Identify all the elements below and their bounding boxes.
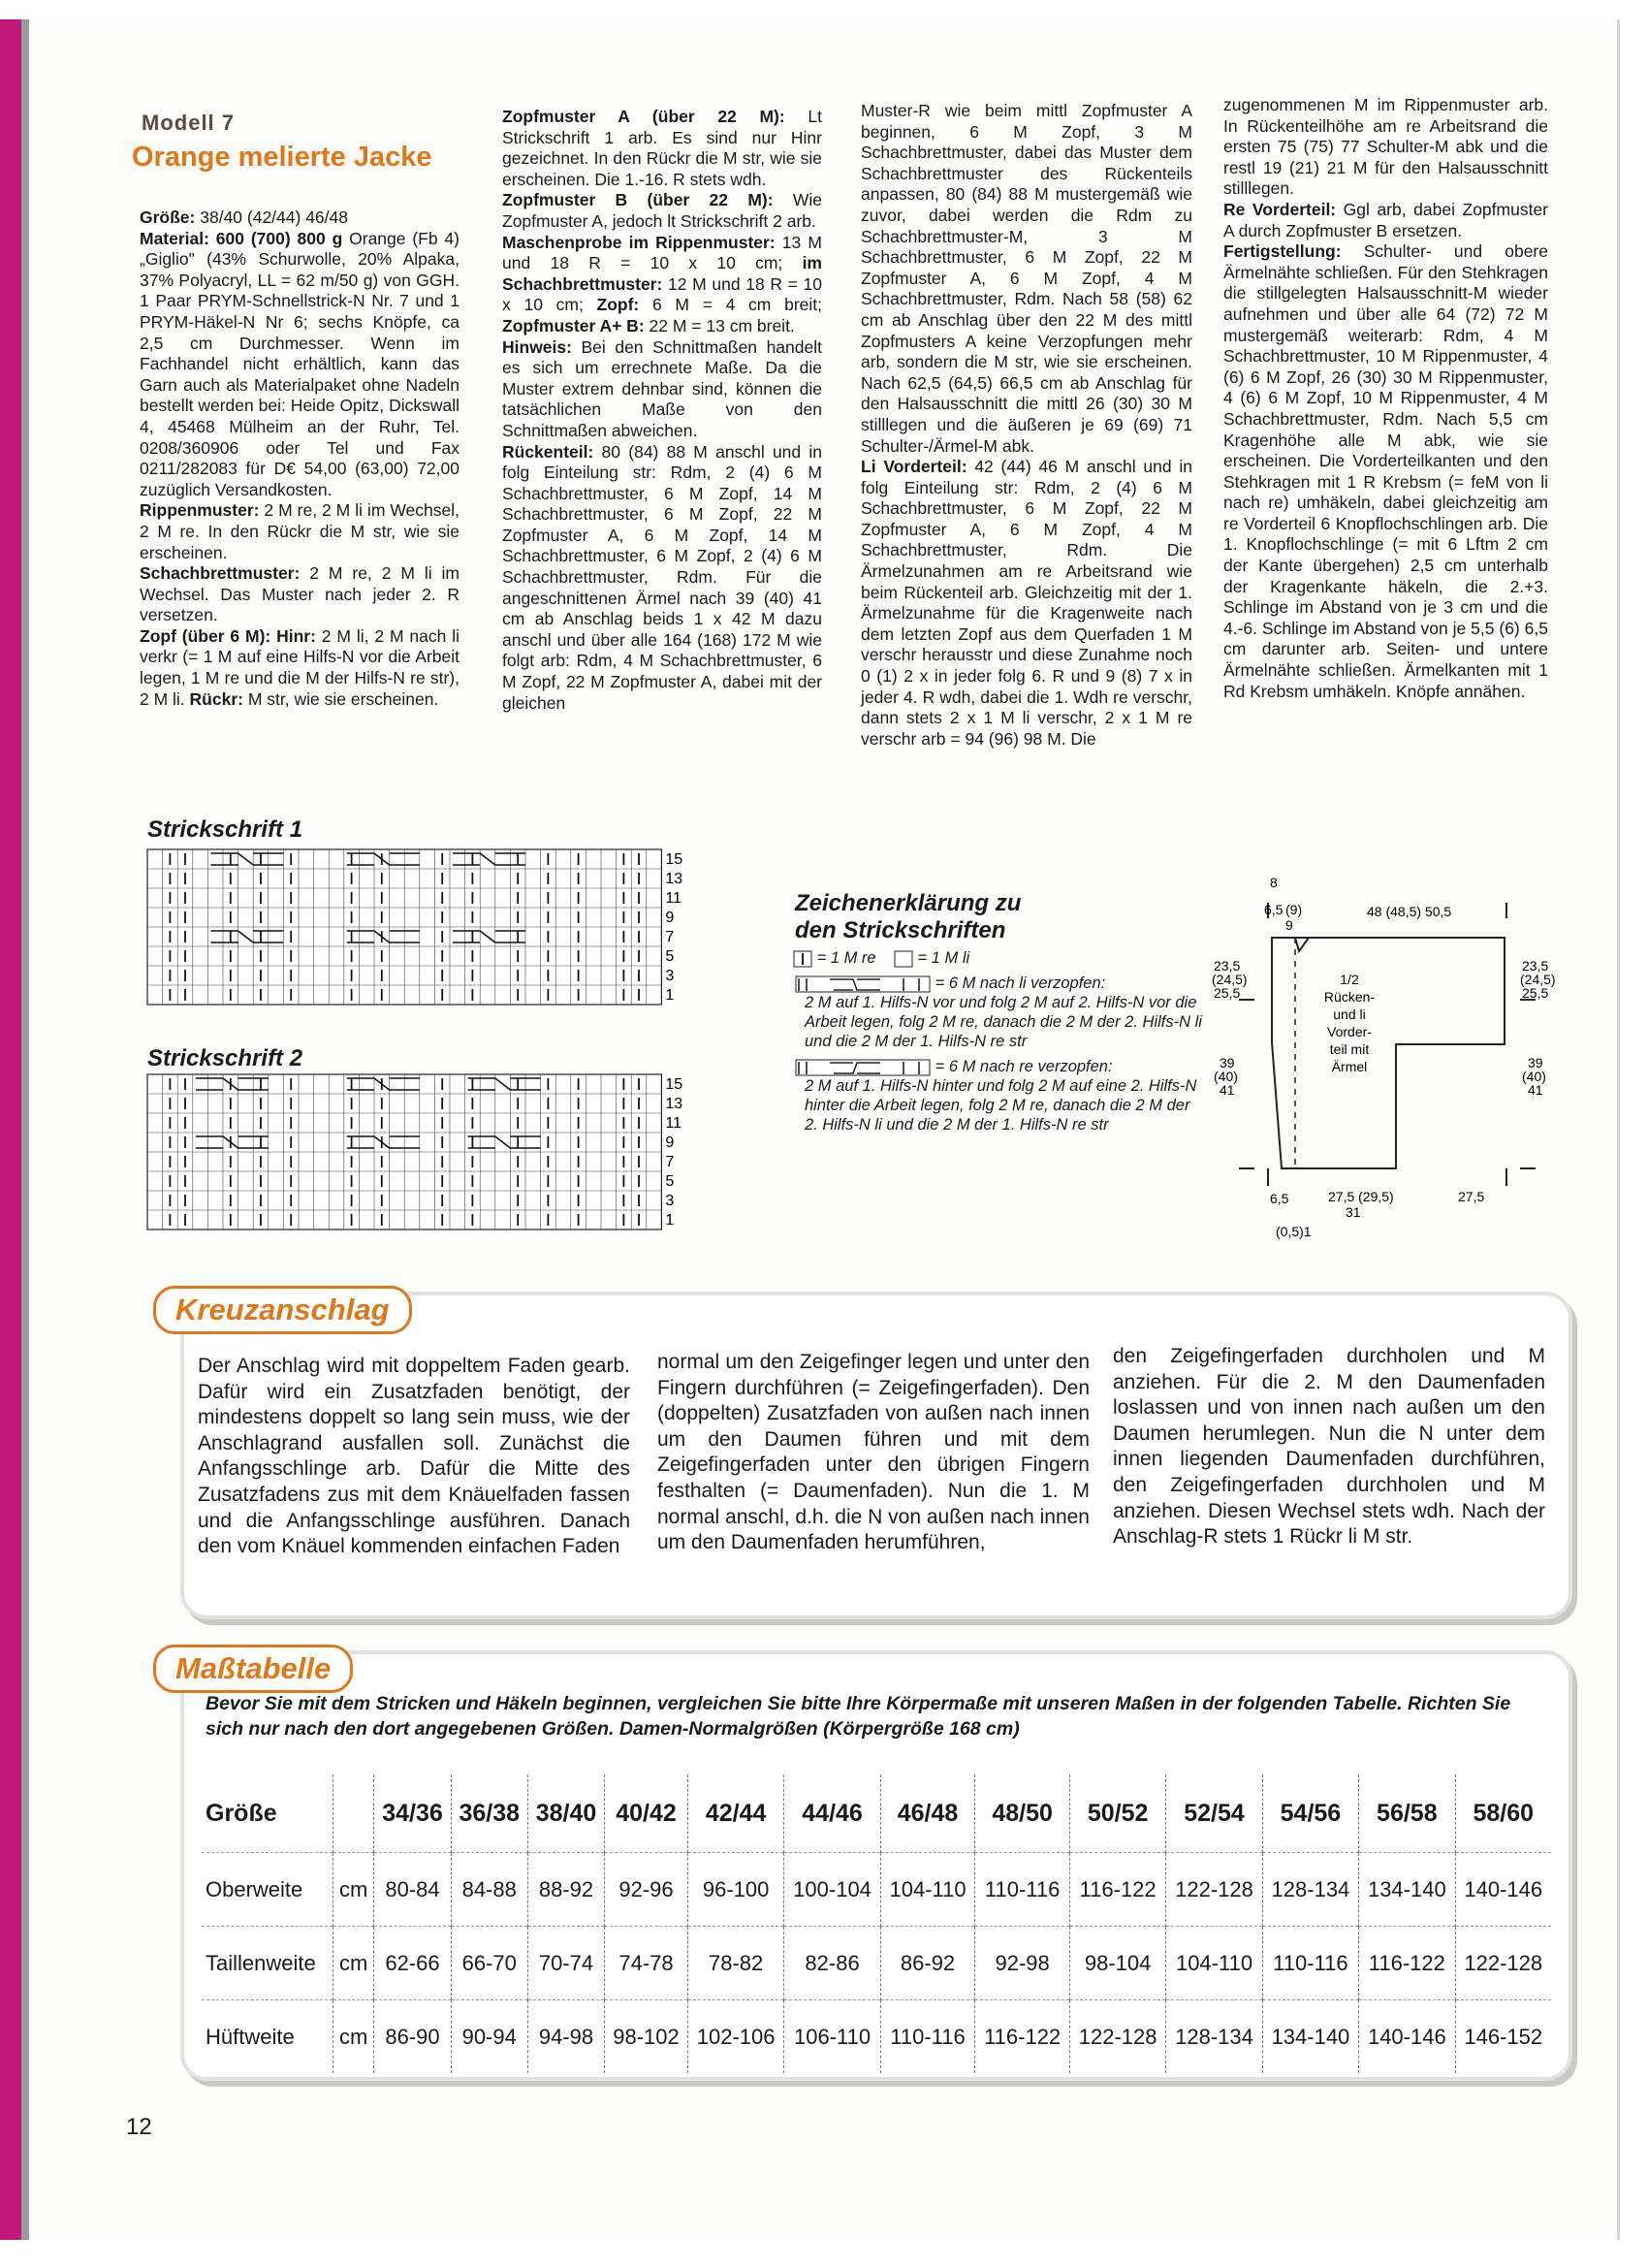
schematic-inner-6: Ärmel	[1331, 1059, 1368, 1074]
schematic-left-lower-3: 41	[1220, 1082, 1235, 1098]
size-table	[202, 1774, 1551, 2073]
measurement-cell: 98-102	[605, 2000, 688, 2074]
measurement-cell: 116-122	[1359, 1927, 1455, 2000]
col1-paragraph	[140, 229, 460, 501]
chart-row-number: 1	[665, 1212, 675, 1229]
paragraph-heading: Zopfmuster A (über 22 M):	[502, 107, 785, 126]
chart-row-number: 7	[665, 929, 675, 945]
measurement-cell: 134-140	[1262, 2000, 1358, 2074]
size-header-cell: 42/44	[687, 1774, 783, 1853]
size-header-cell: 40/42	[605, 1774, 688, 1853]
schematic-right-upper-1: 23,5	[1522, 958, 1549, 974]
paragraph-heading: Rückr:	[189, 688, 243, 709]
legend-right-cable-head: = 6 M nach re verzopfen:	[935, 1058, 1113, 1075]
paragraph-text: 12 M und 18 R = 10 x 10 cm;	[502, 273, 822, 315]
kreuzanschlag-col-2: normal um den Zeigefinger legen und unter den Fingern durchführen (= Zeigefingerfaden). Den (doppelten) Zusatzfaden von außen nach innen um den Daumen führen und mit dem Zeigefingerfaden unter den übrigen Fingern festhalten (= Daumenfaden). Nun die 1. M normal anschl, d.h. die N von außen nach innen um den Daumenfaden herumführen,	[657, 1351, 1090, 1554]
kreuzanschlag-col-1: Der Anschlag wird mit doppeltem Faden gearb. Dafür wird ein Zusatzfaden benötigt, der mindestens doppelt so lang sein muss, wie der Anschlagrand ausfallen soll. Zunächst die Anfangsschlinge arb. Dafür die Mitte des Zusatzfadens zus mit dem Knäuelfaden fassen und die Anfangsschlinge ausführen. Danach den vom Knäuel kommenden einfachen Faden	[198, 1355, 630, 1558]
masstabelle-title: Maßtabelle	[153, 1645, 353, 1693]
paragraph-heading: Rückenteil:	[502, 441, 594, 462]
paragraph-text: Schulter- und obere Ärmelnähte schließen. Für den Stehkragen die stillgelegten Halsausschnitt-M wieder aufnehmen und über alle 64 (72) 72 M mustergemäß weiterarb: Rdm, 4 M Schachbrettmuster, 10 M Rippenmuster, 4 (6) 6 M Zopf, 26 (30) 30 M Rippenmuster, 4 (6) 6 M Zopf, 10 M Rippenmuster, 4 M Schachbrettmuster, Rdm. Nach 5,5 cm Kragenhöhe alle M abk, wie sie erscheinen. Die Vorderteilkanten und den Stehkragen mit 1 R Krebsm (= feM von li nach re) umhäkeln, dabei gleichzeitig am re Vorderteil 6 Knopflochschlingen arb. Die 1. Knopflochschlinge (= mit 6 Lftm 2 cm der Kante übergehen) 2,5 cm unterhalb der Kragenkante häkeln, die 2.+3. Schlinge im Abstand von je 3 cm und die 4.-6. Schlinge im Abstand von je 5,5 (6) 6,5 cm darunter arb. Seiten- und untere Ärmelnähte schließen. Ärmelkanten mit 1 Rd Krebsm umhäkeln. Knöpfe annähen.	[1223, 241, 1548, 701]
size-header-cell	[333, 1774, 373, 1853]
paragraph-text: Wie Zopfmuster A, jedoch lt Strickschrift 2 arb.	[502, 190, 822, 231]
measurement-cell: 80-84	[374, 1853, 451, 1927]
measurement-cell: 94-98	[527, 2000, 604, 2074]
chart-row-number: 11	[665, 890, 682, 907]
measurement-cell: 96-100	[687, 1853, 783, 1927]
paragraph-text: Bei den Schnittmaßen handelt es sich um errechnete Maße. Da die Muster extrem dehnbar sind, können die tatsächlichen Maße von den Schnittmaßen abweichen.	[502, 336, 822, 440]
paragraph-heading: Schachbrettmuster:	[140, 563, 301, 584]
paragraph-text: 6 M = 4 cm breit;	[639, 295, 822, 315]
instructions-column-1	[140, 208, 460, 710]
measurement-cell: 110-116	[880, 2000, 975, 2074]
schematic-right-lower-1: 39	[1528, 1055, 1543, 1070]
paragraph-heading: Zopf (über 6 M): Hinr:	[140, 625, 316, 646]
size-header-cell: 38/40	[527, 1774, 604, 1853]
instructions-column-3	[861, 101, 1192, 750]
measurement-cell: 102-106	[687, 2000, 783, 2074]
size-header-cell: 56/58	[1359, 1774, 1455, 1853]
page-number: 12	[126, 2114, 152, 2140]
schematic-top-65: 6,5	[1264, 902, 1284, 917]
col1-paragraph	[140, 208, 460, 229]
chart-row-number: 13	[665, 1096, 683, 1112]
measurement-cell: 88-92	[527, 1853, 604, 1927]
schematic-left-lower-1: 39	[1220, 1055, 1235, 1070]
legend-purl: = 1 M li	[917, 949, 970, 967]
size-header-cell: 34/36	[374, 1774, 451, 1853]
measurement-cell: 78-82	[687, 1927, 783, 2000]
measurement-cell: 98-104	[1069, 1927, 1165, 2000]
measurement-cell: 122-128	[1166, 1853, 1262, 1927]
measurement-cell: cm	[333, 2000, 373, 2074]
symbol-legend	[795, 890, 1202, 1134]
size-header-cell: 46/48	[880, 1774, 975, 1853]
chart-row-number: 1	[665, 987, 675, 1004]
schematic-inner-5: teil mit	[1329, 1041, 1370, 1057]
chart-row-number: 7	[665, 1154, 675, 1170]
measurement-cell: 90-94	[451, 2000, 527, 2074]
chart-row-number: 3	[665, 1193, 675, 1209]
measurement-cell: 70-74	[527, 1927, 604, 2000]
measurement-cell: 66-70	[451, 1927, 527, 2000]
schematic-right-lower-2: (40)	[1522, 1069, 1546, 1084]
schematic-left-upper-1: 23,5	[1214, 958, 1241, 974]
col4-paragraph	[1223, 200, 1548, 241]
measurement-cell: 104-110	[880, 1853, 975, 1927]
paragraph-heading: Fertigstellung:	[1223, 241, 1342, 262]
measurement-label: Hüftweite	[202, 2000, 333, 2074]
size-header-cell: 48/50	[975, 1774, 1070, 1853]
chart-row-number: 9	[665, 1134, 675, 1151]
schematic-bottom-mid: 27,5 (29,5)	[1328, 1189, 1394, 1204]
col1-paragraph	[140, 500, 460, 563]
schematic-left-lower-2: (40)	[1214, 1069, 1238, 1084]
measurement-cell: 86-92	[880, 1927, 975, 2000]
paragraph-text: 2 M li, 2 M nach li verkr (= 1 M auf eine Hilfs-N vor die Arbeit legen, 1 M re und die M der Hilfs-N re str), 2 M li.	[140, 625, 460, 709]
col2-paragraph	[502, 190, 822, 232]
paragraph-text: 22 M = 13 cm breit.	[644, 315, 795, 335]
measurement-cell: 62-66	[374, 1927, 451, 2000]
knit-stitch-symbol-icon	[793, 950, 812, 968]
size-header-cell: 44/46	[784, 1774, 880, 1853]
schematic-bottom-31: 31	[1346, 1204, 1361, 1220]
col2-paragraph	[502, 107, 822, 190]
schematic-inner-2: Rücken-	[1323, 989, 1376, 1005]
col3-paragraph	[861, 457, 1192, 750]
schematic-inner-1: 1/2	[1340, 972, 1359, 987]
model-label: Modell 7	[142, 111, 236, 135]
size-header-cell: 36/38	[451, 1774, 527, 1853]
size-header-cell: 50/52	[1069, 1774, 1165, 1853]
measurement-cell: 92-96	[605, 1853, 688, 1927]
measurement-cell: cm	[333, 1927, 373, 2000]
chart-1-title: Strickschrift 1	[147, 816, 303, 843]
instructions-column-4	[1223, 95, 1548, 702]
paragraph-heading: Material: 600 (700) 800 g	[140, 228, 343, 248]
right-cable-symbol-icon	[795, 1059, 931, 1076]
paragraph-heading: Li Vorderteil:	[861, 457, 967, 477]
measurement-cell: 122-128	[1069, 2000, 1165, 2074]
schematic-bottom-sub: (0,5)1	[1276, 1224, 1312, 1239]
measurement-cell: 146-152	[1455, 2000, 1551, 2074]
col1-paragraph	[140, 563, 460, 626]
masstabelle-intro: Bevor Sie mit dem Stricken und Häkeln beginnen, vergleichen Sie bitte Ihre Körpermaße mit unseren Maßen in der folgenden Tabelle. Richten Sie sich nur nach den dort angegebenen Größen. Damen-Normalgrößen (Körpergröße 168 cm)	[206, 1693, 1511, 1740]
paragraph-text: 2 M re, 2 M li im Wechsel. Das Muster nach jeder 2. R versetzen.	[140, 563, 460, 625]
col2-paragraph	[502, 337, 822, 442]
legend-left-cable-body: 2 M auf 1. Hilfs-N vor und folg 2 M auf 2. Hilfs-N vor die Arbeit legen, folg 2 M re, danach die 2 M der 2. Hilfs-N li und die 2 M der 1. Hilfs-N re str	[805, 994, 1202, 1050]
size-table-row	[202, 1853, 1551, 1927]
paragraph-heading: Größe:	[140, 208, 196, 227]
left-cable-symbol-icon	[795, 975, 931, 993]
legend-left-cable-head: = 6 M nach li verzopfen:	[935, 974, 1106, 992]
paragraph-text: 42 (44) 46 M anschl und in folg Einteilung str: Rdm, 2 (4) 6 M Schachbrettmuster, 6 M Zopf, 22 M Zopfmuster A, 6 M Zopf, 4 M Schachbrettmuster, Rdm. Die Ärmelzunahmen am re Arbeitsrand wie beim Rückenteil arb. Gleichzeitig mit der 1. Ärmelzunahme für die Kragenweite nach dem letzten Zopf aus dem Querfaden 1 M verschr herausstr und diese Zunahme noch 0 (1) 2 x in jeder folg 6. R und 9 (8) 7 x in jeder 4. R wdh, dabei die 1. Wdh re verschr, dann stets 2 x 1 M li verschr, 2 x 1 M re verschr arb = 94 (96) 98 M. Die	[861, 457, 1192, 749]
chart-row-number: 5	[665, 1173, 675, 1190]
model-title: Orange melierte Jacke	[132, 142, 432, 173]
measurement-cell: 116-122	[1069, 1853, 1165, 1927]
measurement-label: Taillenweite	[202, 1927, 333, 2000]
page-edge-gray	[21, 19, 29, 2240]
paragraph-text: 13 M und 18 R = 10 x 10 cm;	[502, 232, 822, 273]
measurement-cell: 122-128	[1455, 1927, 1551, 2000]
legend-right-cable-body: 2 M auf 1. Hilfs-N hinter und folg 2 M auf eine 2. Hilfs-N hinter die Arbeit legen, folg 2 M re, danach die 2 M der 2. Hilfs-N li und die 2 M der 1. Hilfs-N re str	[805, 1077, 1197, 1134]
measurement-cell: 100-104	[784, 1853, 880, 1927]
col4-paragraph	[1223, 241, 1548, 702]
chart-row-number: 9	[665, 910, 675, 926]
chart-row-number: 11	[665, 1115, 682, 1132]
measurement-cell: 84-88	[451, 1853, 527, 1927]
measurement-cell: 110-116	[1262, 1927, 1358, 2000]
chart-2-title: Strickschrift 2	[147, 1045, 303, 1071]
schematic-left-upper-3: 25,5	[1214, 985, 1241, 1001]
paragraph-heading: Zopfmuster B (über 22 M):	[502, 190, 774, 210]
legend-title-line1: Zeichenerklärung zu	[795, 890, 1022, 916]
schematic-top-small: 8	[1270, 878, 1278, 890]
paragraph-text: Lt Strickschrift 1 arb. Es sind nur Hinr gezeichnet. In den Rückr die M str, wie sie erscheinen. Die 1.-16. R stets wdh.	[502, 107, 822, 189]
kreuzanschlag-col-3: den Zeigefingerfaden durchholen und M anziehen. Für die 2. M den Daumenfaden loslassen und von innen nach außen um den Daumen herumlegen. Nun die N unter dem innen liegenden Daumenfaden durchführen, den Zeigefingerfaden durchholen und M anziehen. Diesen Wechsel stets wdh. Nach der Anschlag-R stets 1 Rückr li M str.	[1113, 1345, 1545, 1549]
measurement-cell: 106-110	[784, 2000, 880, 2074]
legend-title-line2: den Strickschriften	[795, 917, 1006, 943]
paragraph-text: Ggl arb, dabei Zopfmuster A durch Zopfmuster B ersetzen.	[1223, 199, 1549, 240]
paragraph-text: 80 (84) 88 M anschl und in folg Einteilung str: Rdm, 2 (4) 6 M Schachbrettmuster, 6 M Zopf, 14 M Schachbrettmuster, 6 M Zopf, 22 M Zopfmuster A, 6 M Zopf, 14 M Schachbrettmuster, 6 M Zopf, 2 (4) 6 M Schachbrettmuster, Rdm. Für die angeschnittenen Ärmel nach 39 (40) 41 cm ab Anschlag beids 1 x 42 M dazu anschl und über alle 164 (168) 172 M wie folgt arb: Rdm, 4 M Schachbrettmuster, 6 M Zopf, 22 M Zopfmuster A, dabei mit der gleichen	[502, 441, 822, 713]
paragraph-heading: Hinweis:	[502, 336, 572, 357]
col4-paragraph	[1223, 95, 1548, 200]
size-header-cell: Größe	[206, 1799, 277, 1827]
paragraph-text: M str, wie sie erscheinen.	[242, 688, 439, 709]
chart-row-number: 3	[665, 968, 675, 984]
size-table-row	[202, 1927, 1551, 2000]
schematic-right-upper-2: (24,5)	[1520, 972, 1556, 987]
size-table-row	[202, 2000, 1551, 2074]
chart-row-number: 15	[665, 851, 683, 868]
schematic-left-upper-2: (24,5)	[1212, 972, 1248, 987]
size-header-cell: 58/60	[1455, 1774, 1551, 1853]
measurement-cell: 134-140	[1359, 1853, 1455, 1927]
schematic-top-9: (9)	[1285, 902, 1303, 917]
measurement-cell: 92-98	[975, 1927, 1070, 2000]
measurement-cell: 116-122	[975, 2000, 1070, 2074]
measurement-cell: 140-146	[1455, 1853, 1551, 1927]
col2-paragraph	[502, 233, 822, 337]
measurement-cell: cm	[333, 1853, 373, 1927]
measurement-cell: 140-146	[1359, 2000, 1455, 2074]
schematic-top-9b: 9	[1285, 917, 1293, 933]
paragraph-text: Muster-R wie beim mittl Zopfmuster A beginnen, 6 M Zopf, 3 M Schachbrettmuster, dabei das Muster dem Schachbrettmuster des Rückenteils anpassen, 80 (84) 88 M mustergemäß wie zuvor, dabei werden die Rdm zu Schachbrettmuster-M, 3 M Schachbrettmuster, 6 M Zopf, 22 M Zopfmuster A, 6 M Zopf, 4 M Schachbrettmuster, Rdm. Nach 58 (58) 62 cm ab Anschlag über den 22 M des mittl Zopfmusters A keine Verzopfungen mehr arb, sondern die M str, wie sie erscheinen. Nach 62,5 (64,5) 66,5 cm ab Anschlag für den Halsausschnitt die mittl 26 (30) 30 M stilllegen und die äußeren je 69 (69) 71 Schulter-/Ärmel-M abk.	[861, 101, 1192, 456]
paragraph-text: Orange (Fb 4) „Giglio" (43% Schurwolle, 20% Alpaka, 37% Polyacryl, LL = 62 m/50 g) von GGH. 1 Paar PRYM-Schnellstrick-N Nr. 7 und 1 PRYM-Häkel-N Nr 6; sechs Knöpfe, ca 2,5 cm Durchmesser. Wenn im Fachhandel nicht erhältlich, kann das Garn auch als Materialpaket ohne Nadeln bestellt werden bei: Heide Opitz, Dickswall 4, 45468 Mülheim an der Ruhr, Tel. 0208/360906 oder Tel und Fax 0211/282083 für D€ 54,00 (63,00) 72,00 zuzüglich Versandkosten.	[140, 228, 460, 499]
schematic-top-width: 48 (48,5) 50,5	[1367, 904, 1452, 919]
chart-row-number: 5	[665, 948, 675, 965]
measurement-cell: 82-86	[784, 1927, 880, 2000]
paragraph-heading: im Schachbrettmuster:	[502, 253, 822, 294]
schematic-inner-3: und li	[1333, 1006, 1366, 1022]
page-edge-magenta	[0, 19, 21, 2240]
measurement-cell: 74-78	[605, 1927, 688, 2000]
measurement-cell: 104-110	[1166, 1927, 1262, 2000]
schematic-bottom-right: 27,5	[1458, 1189, 1485, 1204]
schematic-right-upper-3: 25,5	[1522, 985, 1549, 1001]
measurement-cell: 128-134	[1262, 1853, 1358, 1927]
col1-paragraph	[140, 626, 460, 710]
paragraph-heading: Zopfmuster A+ B:	[502, 315, 645, 335]
purl-stitch-symbol-icon	[894, 950, 913, 968]
size-header-cell: 54/56	[1262, 1774, 1358, 1853]
paragraph-text: zugenommenen M im Rippenmuster arb. In Rückenteilhöhe am re Arbeitsrand die ersten 75 (75) 77 Schulter-M abk und die restl 19 (21) 21 M für den Halsausschnitt stilllegen.	[1223, 95, 1548, 199]
measurement-label: Oberweite	[202, 1853, 333, 1927]
paragraph-heading: Zopf:	[596, 295, 640, 315]
instructions-column-2	[502, 107, 822, 714]
paragraph-heading: Maschenprobe im Rippenmuster:	[502, 232, 776, 252]
paragraph-heading: Rippenmuster:	[140, 500, 260, 521]
measurement-cell: 128-134	[1166, 2000, 1262, 2074]
measurement-cell: 86-90	[374, 2000, 451, 2074]
schematic-inner-4: Vorder-	[1327, 1024, 1372, 1039]
legend-knit: = 1 M re	[816, 949, 876, 967]
schematic-bottom-65: 6,5	[1270, 1191, 1289, 1206]
size-header-cell: 52/54	[1166, 1774, 1262, 1853]
kreuzanschlag-title: Kreuzanschlag	[153, 1286, 412, 1334]
paragraph-text: 2 M re, 2 M li im Wechsel, 2 M re. In den Rückr die M str, wie sie erscheinen.	[140, 500, 460, 562]
schematic-right-lower-3: 41	[1528, 1082, 1543, 1098]
paragraph-heading: Re Vorderteil:	[1223, 199, 1337, 219]
chart-row-number: 15	[665, 1076, 683, 1093]
paragraph-text: 38/40 (42/44) 46/48	[195, 208, 348, 227]
col2-paragraph	[502, 442, 822, 715]
col3-paragraph	[861, 101, 1192, 457]
chart-row-number: 13	[665, 871, 683, 887]
measurement-cell: 110-116	[975, 1853, 1070, 1927]
